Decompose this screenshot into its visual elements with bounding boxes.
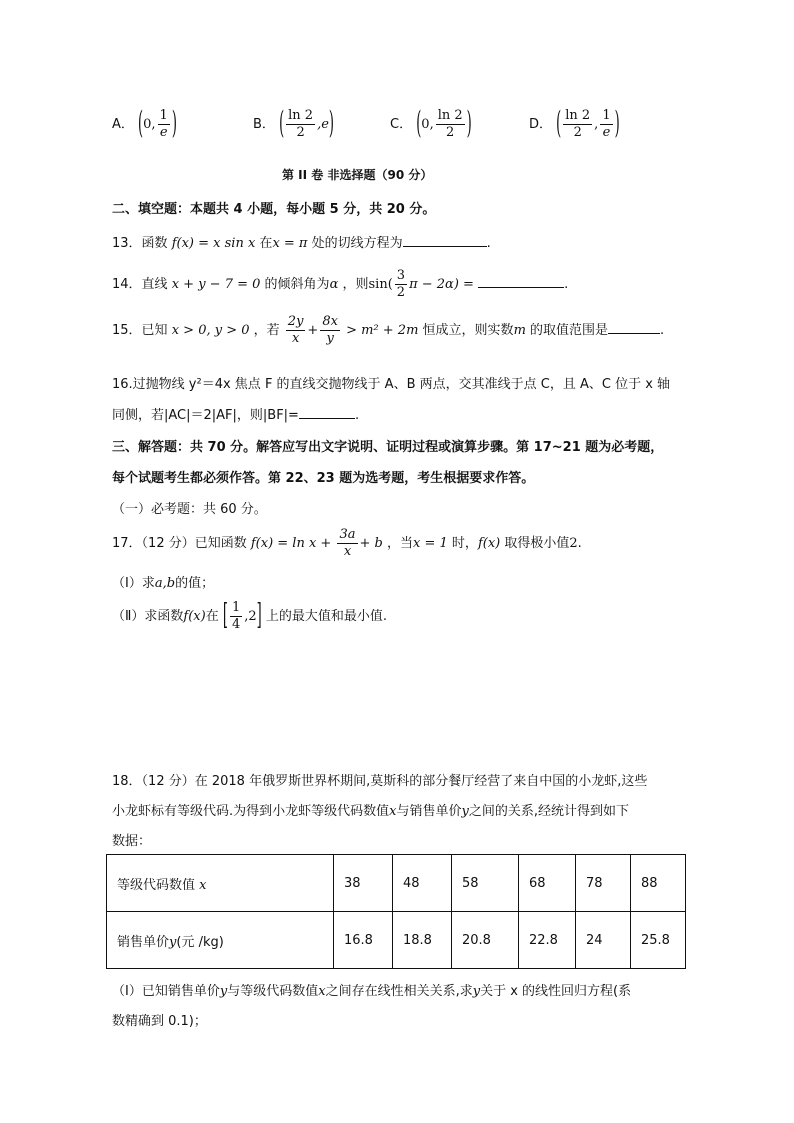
table-cell: 24 [576,912,631,969]
table-cell: 78 [576,855,631,912]
table-cell: 58 [452,855,519,912]
question-18-line2: 小龙虾标有等级代码.为得到小龙虾等级代码数值x与销售单价y之间的关系,经统计得到如下 [112,804,629,819]
solve-header-2: 每个试题考生都必须作答。第 22、23 题为选考题，考生根据要求作答。 [112,471,535,486]
table-cell: 22.8 [519,912,576,969]
table-cell: 38 [334,855,393,912]
question-16-line1: 16.过抛物线 y²＝4x 焦点 F 的直线交抛物线于 A、B 两点，交其准线于点 C，且 A、C 位于 x 轴 [112,377,671,392]
question-13: 13．函数 f(x) = x sin x 在x = π 处的切线方程为 . [112,236,491,251]
question-15: 15．已知 x > 0, y > 0 ，若 $\frac{2y}{x}$ + $\frac{8x}{y}$ > m² + 2m 恒成立，则实数m 的取值范围是 . [112,314,665,346]
question-18-part1: （Ⅰ）已知销售单价y与等级代码数值x之间存在线性相关关系,求y关于 x 的线性回归方程(系 [112,984,632,999]
question-14: 14．直线 x + y − 7 = 0 的倾斜角为α ，则sin( $\frac{3}{2}$ π − 2α) = . [112,268,569,300]
option-a: A． (0, $\frac{1}{e}$ ) [112,106,177,143]
table-cell: 25.8 [631,912,686,969]
option-d: D． ( $\frac{\ln 2}{2}$ , $\frac{1}{e}$ ) [529,106,620,143]
table-cell: 18.8 [393,912,452,969]
question-18-line3: 数据： [112,834,152,849]
table-cell: 48 [393,855,452,912]
question-18-line1: 18．（12 分）在 2018 年俄罗斯世界杯期间,莫斯科的部分餐厅经营了来自中国的小龙虾,这些 [112,774,648,789]
question-17-part1: （Ⅰ）求a,b的值； [112,576,215,591]
table-cell: 68 [519,855,576,912]
table-cell: 88 [631,855,686,912]
question-17-part2: （Ⅱ）求函数f(x)在 [ $\frac{1}{4}$ ,2] 上的最大值和最小值. [112,600,387,633]
question-16-line2: 同侧，若|AC|＝2|AF|，则|BF|= . [112,408,360,423]
fill-header: 二、填空题：本题共 4 小题，每小题 5 分，共 20 分。 [112,202,436,217]
option-b: B． ( $\frac{\ln 2}{2}$ ,e) [253,106,334,143]
option-c: C． (0, $\frac{\ln 2}{2}$ ) [390,106,472,143]
row-label: 等级代码数值 x [107,855,334,912]
row-label: 销售单价y(元 /kg) [107,912,334,969]
required-header: （一）必考题：共 60 分。 [112,502,267,517]
data-table [106,854,686,969]
table-row [107,912,686,969]
question-17: 17．（12 分）已知函数 f(x) = ln x + $\frac{3a}{x}$ + b ，当x = 1 时，f(x) 取得极小值2. [112,527,582,559]
table-cell: 20.8 [452,912,519,969]
section-title: 第 II 卷 非选择题（90 分） [282,168,433,182]
table-cell: 16.8 [334,912,393,969]
question-18-part1-line2: 数精确到 0.1)； [112,1014,207,1029]
solve-header-1: 三、解答题：共 70 分。解答应写出文字说明、证明过程或演算步骤。第 17~21 题为必考题， [112,440,664,455]
table-row [107,855,686,912]
